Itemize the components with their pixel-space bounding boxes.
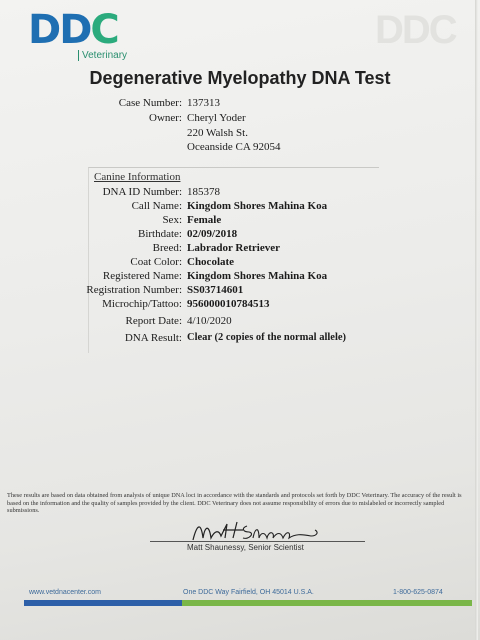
canine-section-title: Canine Information	[94, 171, 181, 183]
footer-bar-blue	[24, 600, 182, 606]
page-title: Degenerative Myelopathy DNA Test	[89, 68, 391, 88]
canine-field-value: Chocolate	[187, 256, 235, 268]
canine-field-label: Breed:	[152, 242, 182, 254]
logo-subtitle: Veterinary	[78, 50, 127, 61]
case-number-value: 137313	[187, 97, 220, 109]
owner-city: Oceanside CA 92054	[187, 141, 281, 153]
canine-field-label: Microchip/Tattoo:	[102, 298, 182, 310]
bleed-through-logo: DDC	[375, 8, 456, 52]
report-date-value: 4/10/2020	[187, 315, 232, 327]
canine-field-label: Sex:	[162, 214, 182, 226]
canine-field-label: Registration Number:	[86, 284, 182, 296]
paper-fold	[475, 0, 478, 640]
signatory-name: Matt Shaunessy, Senior Scientist	[187, 543, 304, 552]
logo-mark	[28, 7, 118, 53]
canine-field-value: SS03714601	[187, 284, 244, 296]
canine-field-value: 956000010784513	[187, 298, 270, 310]
canine-field-label: Birthdate:	[138, 228, 182, 240]
owner-street: 220 Walsh St.	[187, 127, 248, 139]
canine-field-label: Registered Name:	[102, 270, 182, 282]
logo-mark-c: C	[90, 7, 118, 53]
canine-field-value: 185378	[187, 186, 220, 198]
canine-field-value: 02/09/2018	[187, 228, 238, 240]
owner-label: Owner:	[149, 112, 182, 124]
ddc-logo	[28, 7, 128, 61]
disclaimer-text: These results are based on data obtained from analysis of unique DNA loci in accordance with the standards and protocols set forth by DDC Veterinary. The accuracy of the result is based on the information and the quality of samples provided by the client. DDC Veterinary does not assume responsibility of errors due to mislabeled or incorrectly sampled submissions.	[7, 492, 462, 515]
canine-field-label: Call Name:	[131, 200, 182, 212]
footer-phone: 1-800-625-0874	[393, 589, 443, 596]
signature-line	[150, 541, 365, 542]
footer-website: www.vetdnacenter.com	[29, 589, 101, 596]
canine-field-value: Kingdom Shores Mahina Koa	[187, 270, 328, 282]
canine-field-value: Female	[187, 214, 222, 226]
canine-field-label: DNA ID Number:	[102, 186, 182, 198]
dna-result-value: Clear (2 copies of the normal allele)	[187, 332, 347, 343]
canine-field-label: Coat Color:	[130, 256, 182, 268]
logo-mark-dd: DD	[28, 7, 91, 53]
dna-result-label: DNA Result:	[124, 332, 182, 344]
footer-address: One DDC Way Fairfield, OH 45014 U.S.A.	[183, 589, 314, 596]
canine-field-value: Labrador Retriever	[187, 242, 280, 254]
owner-name: Cheryl Yoder	[187, 112, 246, 124]
case-number-label: Case Number:	[118, 97, 182, 109]
canine-field-value: Kingdom Shores Mahina Koa	[187, 200, 328, 212]
report-date-label: Report Date:	[125, 315, 182, 327]
footer-bar-green	[182, 600, 472, 606]
